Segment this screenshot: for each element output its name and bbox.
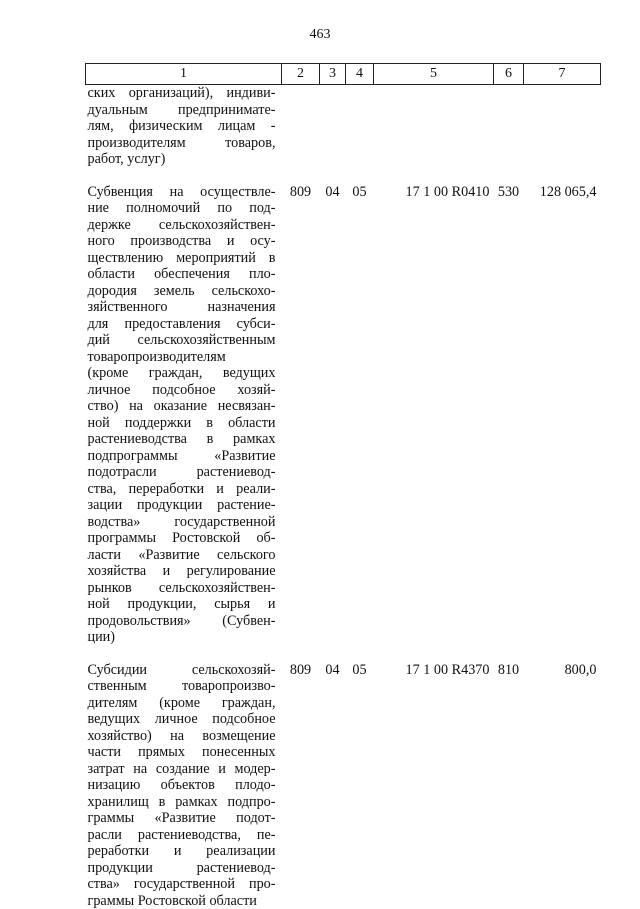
cell-target-code: 17 1 00 R0410	[374, 184, 494, 646]
cell-section: 04	[320, 662, 346, 909]
cell-expense-type: 810	[494, 662, 524, 909]
description-line: ских организаций), индиви-	[88, 85, 276, 102]
description-line: области обеспечения пло-	[88, 266, 276, 283]
description-line: граммы «Развитие подот-	[88, 810, 276, 827]
description-line: продукции растениевод-	[88, 860, 276, 877]
cell-expense-type	[494, 85, 524, 168]
cell-target-code: 17 1 00 R4370	[374, 662, 494, 909]
description-line: расли растениеводства, пе-	[88, 827, 276, 844]
description-line: лям, физическим лицам -	[88, 118, 276, 135]
table-header-row	[86, 64, 601, 85]
description-line: зяйственного назначения	[88, 299, 276, 316]
table-row	[86, 184, 601, 646]
description-line: ство) на оказание несвязан-	[88, 398, 276, 415]
table-row	[86, 85, 601, 168]
page-number: 463	[0, 27, 640, 43]
cell-subsection	[346, 85, 374, 168]
description-line: для предоставления субси-	[88, 316, 276, 333]
description-line: рынков сельскохозяйствен-	[88, 580, 276, 597]
description-line: ства» государственной про-	[88, 876, 276, 893]
description-line: ведущих личное подсобное	[88, 711, 276, 728]
header-col-2: 2	[282, 64, 320, 85]
cell-amount: 128 065,4	[524, 184, 601, 646]
description-line: реработки и реализации	[88, 843, 276, 860]
description-line: граммы Ростовской области	[88, 893, 276, 909]
description-line: Субвенция на осуществле-	[88, 184, 276, 201]
row-description	[86, 85, 282, 168]
description-line: дителям (кроме граждан,	[88, 695, 276, 712]
description-line: затрат на создание и модер-	[88, 761, 276, 778]
cell-subsection: 05	[346, 662, 374, 909]
description-line: хозяйство) на возмещение	[88, 728, 276, 745]
description-line: дородия земель сельскохо-	[88, 283, 276, 300]
cell-ministry: 809	[282, 662, 320, 909]
description-line: дий сельскохозяйственным	[88, 332, 276, 349]
cell-subsection: 05	[346, 184, 374, 646]
cell-section	[320, 85, 346, 168]
description-line: личное подсобное хозяй-	[88, 382, 276, 399]
cell-amount: 800,0	[524, 662, 601, 909]
description-line: хозяйства и регулирование	[88, 563, 276, 580]
row-description	[86, 184, 282, 646]
description-line: хранилищ в рамках подпро-	[88, 794, 276, 811]
cell-target-code	[374, 85, 494, 168]
description-line: дуальным предпринимате-	[88, 102, 276, 119]
description-line: части прямых понесенных	[88, 744, 276, 761]
description-line: держке сельскохозяйствен-	[88, 217, 276, 234]
description-line: ции)	[88, 629, 276, 646]
description-line: продовольствия» (Субвен-	[88, 613, 276, 630]
table-row	[86, 662, 601, 909]
description-line: ства, переработки и реали-	[88, 481, 276, 498]
description-line: подпрограммы «Развитие	[88, 448, 276, 465]
description-line: низацию объектов плодо-	[88, 777, 276, 794]
description-line: ществлению мероприятий в	[88, 250, 276, 267]
header-col-4: 4	[346, 64, 374, 85]
description-line: растениеводства в рамках	[88, 431, 276, 448]
description-line: ной поддержки в области	[88, 415, 276, 432]
description-line: ние полномочий по под-	[88, 200, 276, 217]
cell-amount	[524, 85, 601, 168]
description-line: работ, услуг)	[88, 151, 276, 168]
header-col-1: 1	[86, 64, 282, 85]
cell-section: 04	[320, 184, 346, 646]
cell-ministry	[282, 85, 320, 168]
description-line: программы Ростовской об-	[88, 530, 276, 547]
description-line: Субсидии сельскохозяй-	[88, 662, 276, 679]
header-col-6: 6	[494, 64, 524, 85]
description-line: (кроме граждан, ведущих	[88, 365, 276, 382]
header-col-7: 7	[524, 64, 601, 85]
header-col-3: 3	[320, 64, 346, 85]
cell-expense-type: 530	[494, 184, 524, 646]
header-col-5: 5	[374, 64, 494, 85]
description-line: ственным товаропроизво-	[88, 678, 276, 695]
description-line: водства» государственной	[88, 514, 276, 531]
description-line: ного производства и осу-	[88, 233, 276, 250]
budget-table	[85, 63, 601, 909]
description-line: товаропроизводителям	[88, 349, 276, 366]
description-line: зации продукции растение-	[88, 497, 276, 514]
description-line: подотрасли растениевод-	[88, 464, 276, 481]
description-line: ной продукции, сырья и	[88, 596, 276, 613]
description-line: ласти «Развитие сельского	[88, 547, 276, 564]
row-description	[86, 662, 282, 909]
cell-ministry: 809	[282, 184, 320, 646]
description-line: производителям товаров,	[88, 135, 276, 152]
